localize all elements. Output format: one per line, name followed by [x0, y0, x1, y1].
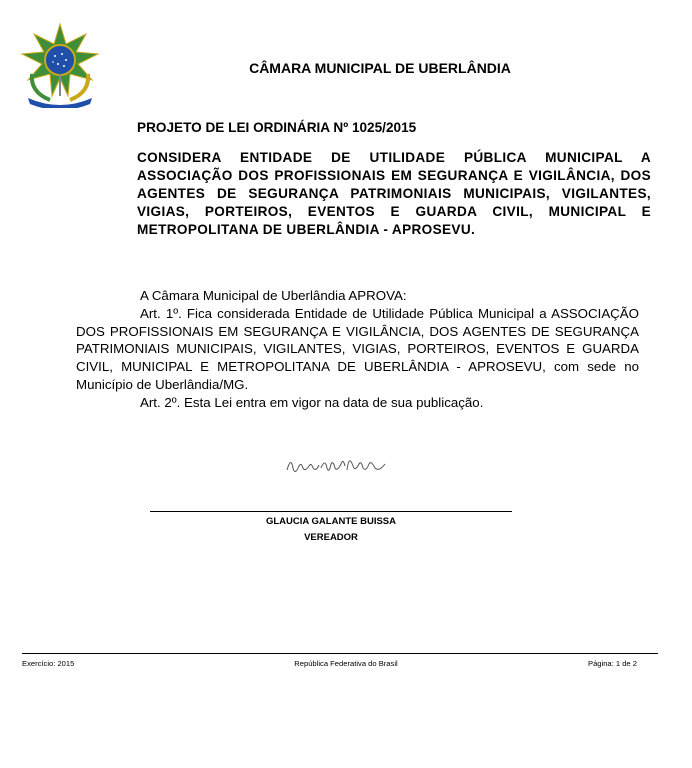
signer-name: GLAUCIA GALANTE BUISSA [265, 516, 396, 527]
footer-divider [22, 653, 658, 654]
approval-text: A Câmara Municipal de Uberlândia APROVA: [140, 288, 407, 303]
signature-line [150, 511, 512, 512]
footer-page-number: Página: 1 de 2 [588, 659, 637, 668]
institution-title: CÂMARA MUNICIPAL DE UBERLÂNDIA [249, 60, 511, 76]
bill-body [76, 287, 639, 412]
bill-number: PROJETO DE LEI ORDINÁRIA Nº 1025/2015 [137, 120, 417, 135]
footer-exercise: Exercício: 2015 [22, 659, 75, 668]
article-1: Art. 1º. Fica considerada Entidade de Utilidade Pública Municipal a ASSOCIAÇÃO DOS PROFISSIONAIS EM SEGURANÇA E VIGILÂNCIA, DOS AGENTES DE SEGURANÇA PATRIMONIAIS MUNICIPAIS, VIGILANTES, VIGIAS, PORTEIROS, EVENTOS E GUARDA CIVIL, MUNICIPAL E METROPOLITANA DE UBERLÂNDIA - APROSEVU, com sede no Município de Uberlândia/MG. [76, 305, 639, 392]
article-2: Art. 2º. Esta Lei entra em vigor na data de sua publicação. [140, 394, 484, 410]
signer-role: VEREADOR [304, 532, 358, 543]
handwritten-signature [283, 450, 393, 480]
bill-ementa: CONSIDERA ENTIDADE DE UTILIDADE PÚBLICA MUNICIPAL A ASSOCIAÇÃO DOS PROFISSIONAIS EM SEGURANÇA E VIGILÂNCIA, DOS AGENTES DE SEGURANÇA PATRIMONIAIS MUNICIPAIS, VIGILANTES, VIGIAS, PORTEIROS, EVENTOS E GUARDA CIVIL, MUNICIPAL E METROPOLITANA DE UBERLÂNDIA - APROSEVU. [137, 150, 651, 237]
footer-republic: República Federativa do Brasil [294, 659, 398, 668]
